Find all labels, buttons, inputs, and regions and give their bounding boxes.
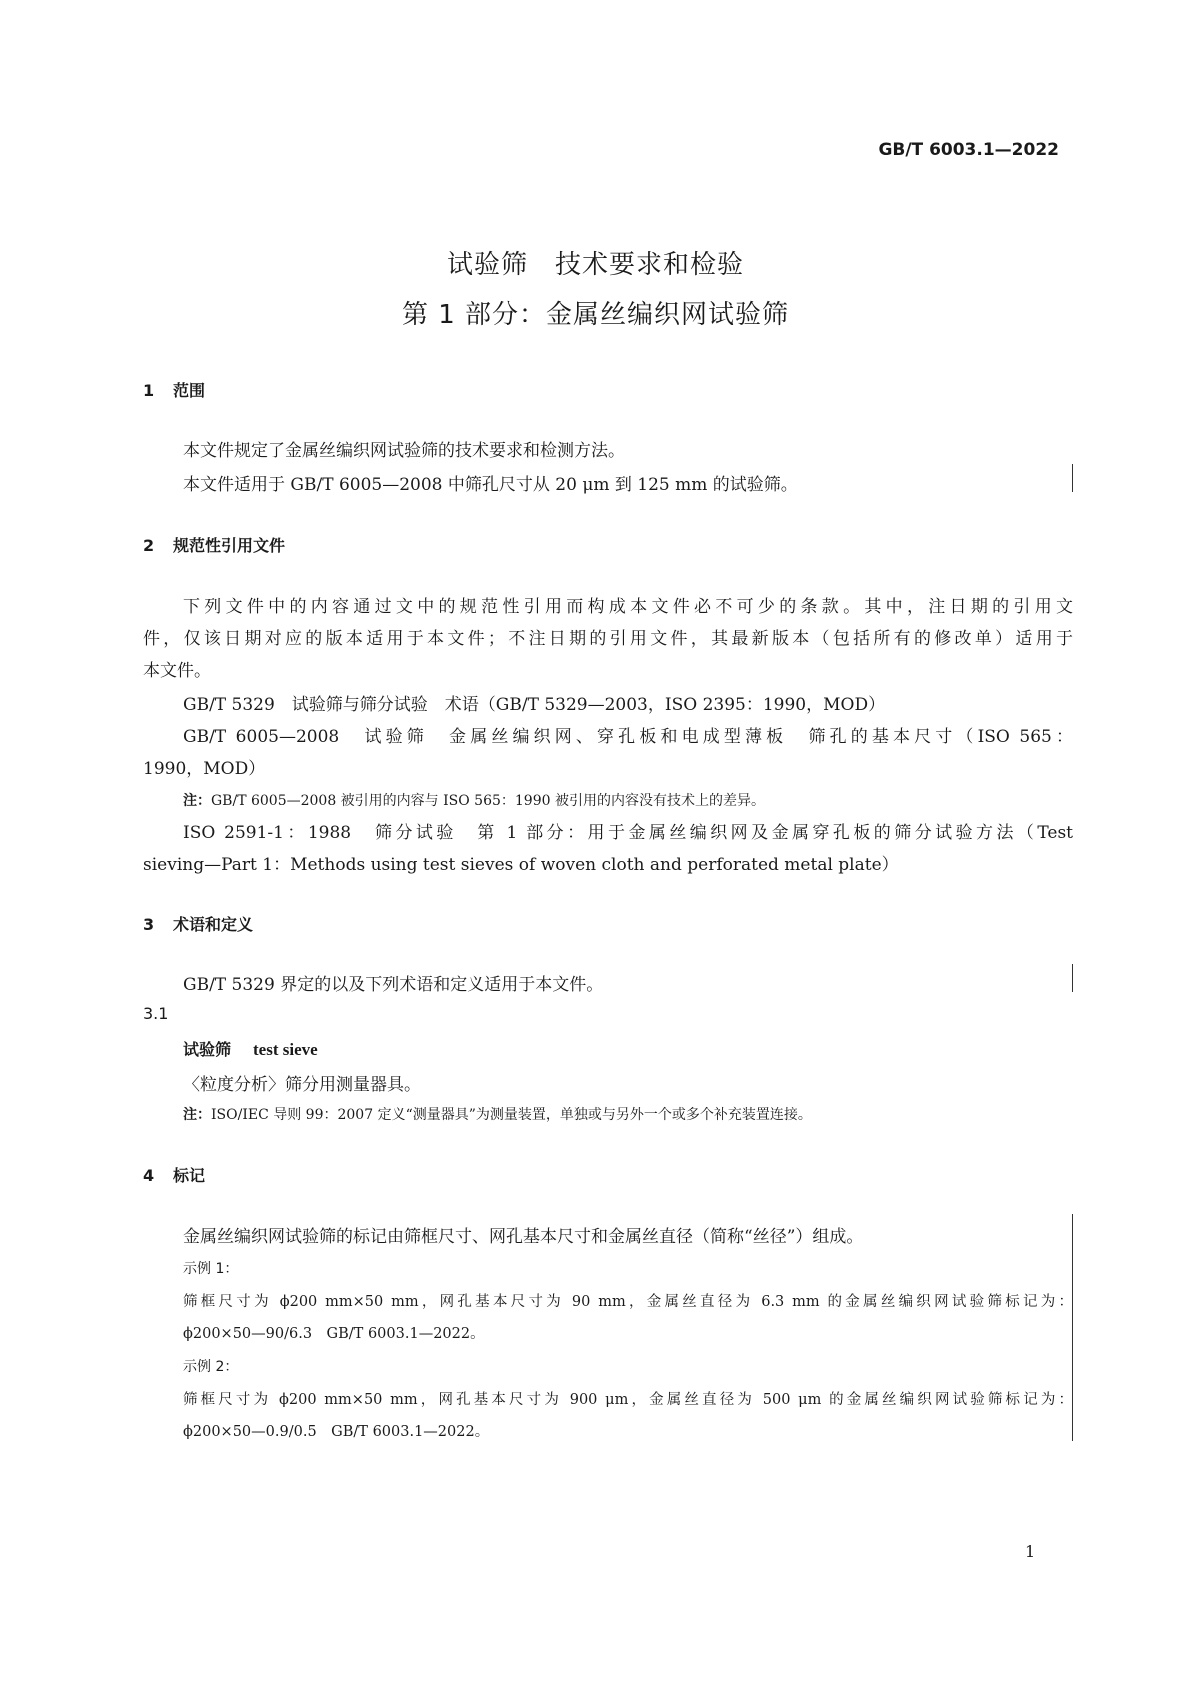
paragraph-line: 本文件。 (143, 661, 211, 681)
paragraph: 本文件规定了金属丝编织网试验筛的技术要求和检测方法。 (183, 441, 625, 461)
document-title-line2: 第 1 部分：金属丝编织网试验筛 (401, 300, 790, 330)
term-en: test sieve (253, 1040, 318, 1059)
paragraph-line: 件，仅该日期对应的版本适用于本文件；不注日期的引用文件，其最新版本（包括所有的修改单）适用于 (143, 629, 1073, 649)
section-title: 术语和定义 (173, 915, 254, 934)
section-4-heading (143, 1163, 205, 1186)
note (183, 790, 765, 810)
section-number: 2 (143, 536, 155, 555)
term-definition: 〈粒度分析〉筛分用测量器具。 (183, 1075, 421, 1095)
standard-number: GB/T 6003.1—2022 (878, 140, 1059, 160)
paragraph: 金属丝编织网试验筛的标记由筛框尺寸、网孔基本尺寸和金属丝直径（简称“丝径”）组成。 (183, 1227, 864, 1247)
section-number: 3 (143, 915, 155, 934)
paragraph-line: 下列文件中的内容通过文中的规范性引用而构成本文件必不可少的条款。其中，注日期的引用文 (183, 597, 1073, 617)
reference-item-cont: sieving—Part 1：Methods using test sieves of woven cloth and perforated metal plate） (143, 855, 899, 875)
example-line: 筛框尺寸为 ϕ200 mm×50 mm，网孔基本尺寸为 90 mm，金属丝直径为 6.3 mm 的金属丝编织网试验筛标记为： (183, 1294, 1073, 1310)
note-label: 注： (183, 793, 211, 809)
note-text: GB/T 6005—2008 被引用的内容与 ISO 565：1990 被引用的内容没有技术上的差异。 (211, 793, 765, 809)
section-number: 4 (143, 1166, 155, 1185)
section-2-heading (143, 533, 285, 556)
document-title-line1: 试验筛 技术要求和检验 (446, 250, 744, 280)
section-title: 规范性引用文件 (173, 536, 286, 555)
reference-item: ISO 2591-1：1988 筛分试验 第 1 部分：用于金属丝编织网及金属穿孔板的筛分试验方法（Test (183, 823, 1073, 843)
change-bar (1072, 464, 1073, 492)
term-entry (183, 1037, 318, 1060)
change-bar (1072, 964, 1073, 992)
reference-item-cont: 1990，MOD） (143, 759, 266, 779)
note-label: 注： (183, 1107, 211, 1123)
note-text: ISO/IEC 导则 99：2007 定义“测量器具”为测量装置，单独或与另外一个或多个补充装置连接。 (211, 1107, 812, 1123)
page-number: 1 (1025, 1542, 1036, 1561)
term-cn: 试验筛 (183, 1040, 232, 1059)
paragraph: GB/T 5329 界定的以及下列术语和定义适用于本文件。 (183, 975, 604, 995)
section-title: 标记 (173, 1166, 206, 1185)
example-line: ϕ200×50—90/6.3 GB/T 6003.1—2022。 (183, 1326, 485, 1342)
section-1-heading (143, 378, 205, 401)
paragraph: 本文件适用于 GB/T 6005—2008 中筛孔尺寸从 20 μm 到 125 mm 的试验筛。 (183, 475, 798, 495)
section-title: 范围 (173, 381, 206, 400)
reference-item: GB/T 6005—2008 试验筛 金属丝编织网、穿孔板和电成型薄板 筛孔的基本尺寸（ISO 565： (183, 727, 1073, 747)
section-3-heading (143, 912, 253, 935)
note (183, 1104, 812, 1124)
section-number: 1 (143, 381, 155, 400)
example-line: 筛框尺寸为 ϕ200 mm×50 mm，网孔基本尺寸为 900 μm，金属丝直径为 500 μm 的金属丝编织网试验筛标记为： (183, 1392, 1073, 1408)
reference-item: GB/T 5329 试验筛与筛分试验 术语（GB/T 5329—2003，ISO 2395：1990，MOD） (183, 695, 886, 715)
example-label: 示例 2： (183, 1359, 239, 1375)
term-number: 3.1 (143, 1004, 169, 1023)
example-label: 示例 1： (183, 1261, 239, 1277)
example-line: ϕ200×50—0.9/0.5 GB/T 6003.1—2022。 (183, 1424, 490, 1440)
